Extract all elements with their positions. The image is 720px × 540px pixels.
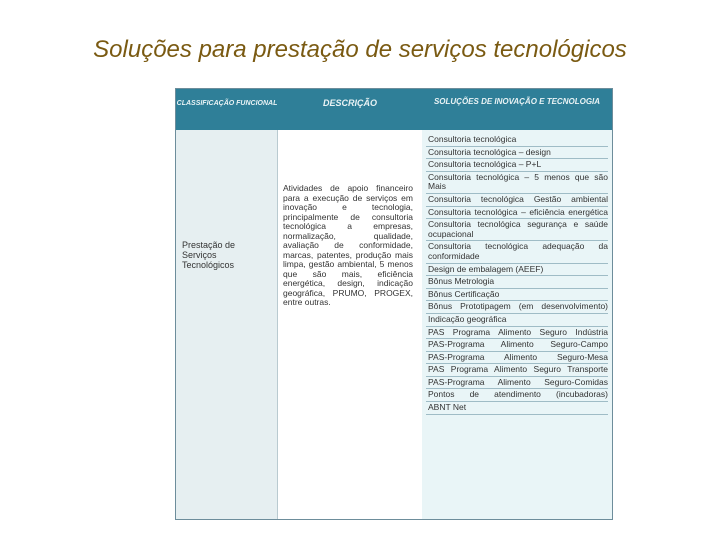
solution-item: Bônus Certificação [426,289,608,302]
classification-column [176,130,278,519]
solution-item: Consultoria tecnológica – 5 menos que são Mais [426,172,608,194]
description-column [278,130,422,519]
solutions-column [422,130,612,519]
solution-item: Consultoria tecnológica – design [426,147,608,160]
solution-item: Consultoria tecnológica Gestão ambiental [426,194,608,207]
header-solutions: SOLUÇÕES DE INOVAÇÃO E TECNOLOGIA [433,97,601,106]
solution-item: Bônus Metrologia [426,276,608,289]
solution-item: Consultoria tecnológica adequação da conformidade [426,241,608,263]
solution-item: PAS-Programa Alimento Seguro-Mesa [426,352,608,365]
description-text: Atividades de apoio financeiro para a execução de serviços em inovação e tecnologia, principalmente de consultoria tecnológica a empresas, normalização, qualidade, avaliação de conformidade, marcas, patentes, produção mais limpa, gestão ambiental, 5 menos que são mais, eficiência energética, design, indicação geográfica, PRUMO, PROGEX, entre outras. [283,183,413,307]
slide-title: Soluções para prestação de serviços tecnológicos [93,36,627,63]
classification-label: Prestação de Serviços Tecnológicos [182,240,236,270]
solution-item: PAS Programa Alimento Seguro Indústria [426,327,608,340]
solution-item: Pontos de atendimento (incubadoras) [426,389,608,402]
solution-item: Bônus Prototipagem (em desenvolvimento) [426,301,608,314]
header-description: DESCRIÇÃO [322,98,377,108]
solution-item: Consultoria tecnológica [426,134,608,147]
header-classification: CLASSIFICAÇÃO FUNCIONAL [176,100,278,107]
solutions-list [426,134,608,415]
solution-item: Consultoria tecnológica – eficiência energética [426,207,608,220]
solution-item: PAS-Programa Alimento Seguro-Campo [426,339,608,352]
solution-item: Consultoria tecnológica – P+L [426,159,608,172]
services-table [175,88,613,520]
solution-item: Consultoria tecnológica segurança e saúde ocupacional [426,219,608,241]
solution-item: PAS Programa Alimento Seguro Transporte [426,364,608,377]
solution-item: Indicação geográfica [426,314,608,327]
table-header [176,89,612,130]
solution-item: ABNT Net [426,402,608,415]
solution-item: PAS-Programa Alimento Seguro-Comidas [426,377,608,390]
solution-item: Design de embalagem (AEEF) [426,264,608,277]
